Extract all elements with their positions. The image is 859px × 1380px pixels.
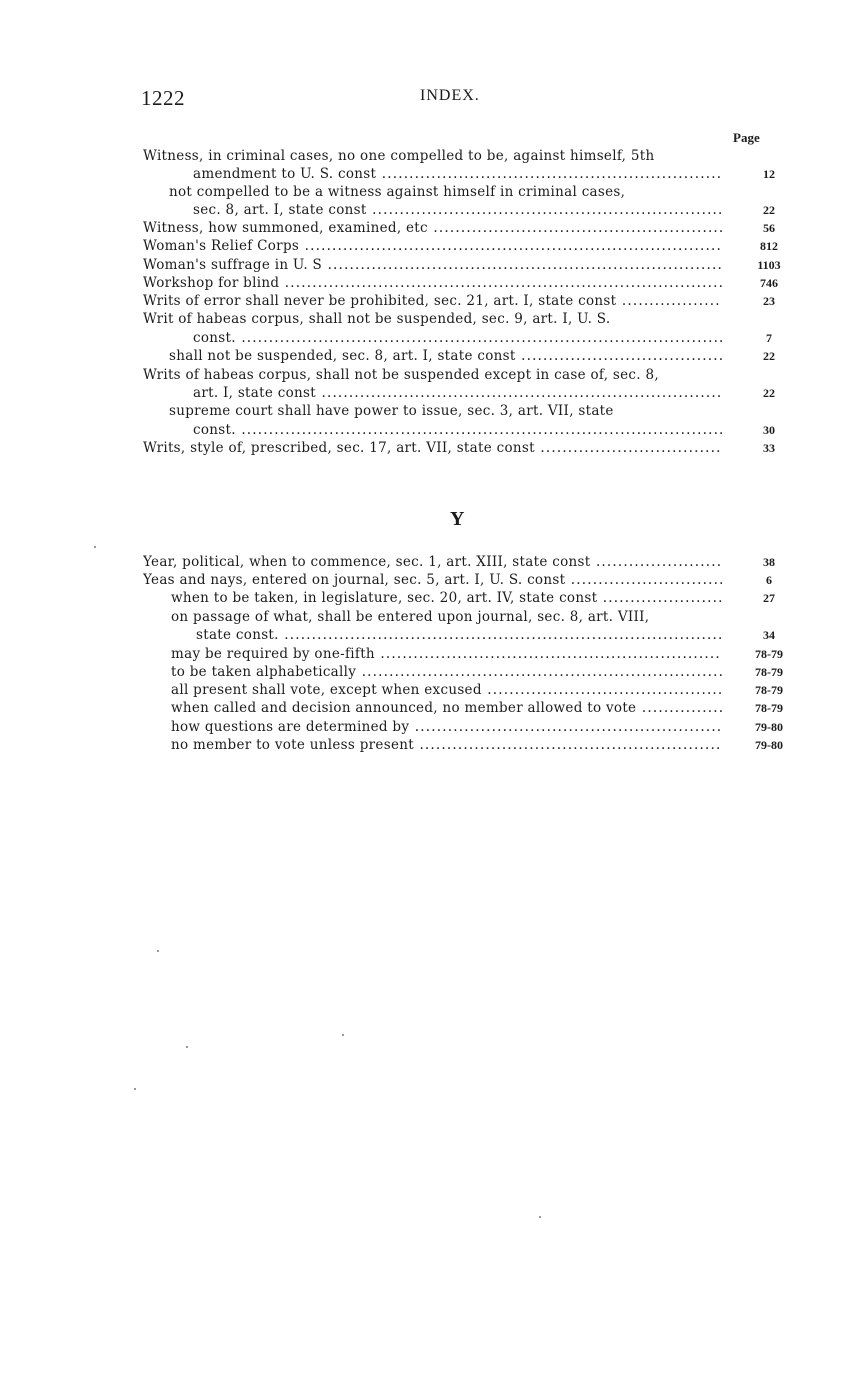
index-entry <box>0 626 859 644</box>
index-entry <box>0 608 859 626</box>
entry-page: 6 <box>766 573 772 587</box>
entry-text: to be taken alphabetically ..... <box>171 663 722 681</box>
page-title: INDEX. <box>420 87 480 104</box>
entry-text: art. I, state const ..... <box>193 384 722 402</box>
entry-page: 78-79 <box>755 647 783 661</box>
index-entry <box>0 292 859 310</box>
entry-page: 30 <box>763 423 775 437</box>
entry-page: 78-79 <box>755 683 783 697</box>
entry-text: all present shall vote, except when excused ..... <box>171 681 722 699</box>
entry-text: Woman's Relief Corps ..... <box>143 237 722 255</box>
index-entry <box>0 384 859 402</box>
entry-text: Woman's suffrage in U. S ..... <box>143 256 722 274</box>
entry-text: may be required by one-fifth ..... <box>171 645 722 663</box>
entry-text: on passage of what, shall be entered upon journal, sec. 8, art. VIII, <box>171 609 650 625</box>
index-entry <box>0 571 859 589</box>
entry-text: Writ of habeas corpus, shall not be suspended, sec. 9, art. I, U. S. <box>143 311 611 327</box>
index-entry <box>0 439 859 457</box>
entry-page: 33 <box>763 441 775 455</box>
entry-text: Workshop for blind ..... <box>143 274 722 292</box>
entry-page: 34 <box>763 628 775 642</box>
entry-page: 22 <box>763 349 775 363</box>
entry-text: no member to vote unless present ..... <box>171 736 722 754</box>
entry-text: shall not be suspended, sec. 8, art. I, state const ..... <box>169 347 722 365</box>
scan-speck <box>186 1046 188 1048</box>
index-entry <box>0 736 859 754</box>
entry-text: const. ..... <box>193 329 722 347</box>
index-entry <box>0 589 859 607</box>
scan-speck <box>539 1216 541 1218</box>
entry-text: Witness, how summoned, examined, etc ..... <box>143 219 722 237</box>
scan-speck <box>157 950 159 952</box>
scan-speck <box>134 1088 136 1090</box>
index-entry <box>0 219 859 237</box>
index-entry <box>0 421 859 439</box>
entry-text: amendment to U. S. const ..... <box>193 165 722 183</box>
entry-page: 1103 <box>757 258 781 272</box>
entry-page: 79-80 <box>755 720 783 734</box>
section-letter: Y <box>450 508 465 530</box>
entry-text: when called and decision announced, no member allowed to vote ..... <box>171 699 722 717</box>
index-entry <box>0 718 859 736</box>
entry-text: state const. ..... <box>196 626 722 644</box>
entry-page: 22 <box>763 386 775 400</box>
scan-speck <box>342 1034 344 1036</box>
index-entry <box>0 347 859 365</box>
index-entry <box>0 645 859 663</box>
entry-text: when to be taken, in legislature, sec. 20, art. IV, state const ..... <box>171 589 722 607</box>
index-entry <box>0 256 859 274</box>
entry-page: 38 <box>763 555 775 569</box>
index-entry <box>0 553 859 571</box>
index-entry <box>0 310 859 328</box>
index-entry <box>0 147 859 165</box>
index-entry <box>0 699 859 717</box>
index-entry <box>0 274 859 292</box>
entry-text: not compelled to be a witness against himself in criminal cases, <box>169 184 626 200</box>
entry-page: 23 <box>763 294 775 308</box>
entry-page: 22 <box>763 203 775 217</box>
index-entry <box>0 663 859 681</box>
entry-page: 79-80 <box>755 738 783 752</box>
entry-page: 78-79 <box>755 665 783 679</box>
entry-text: Yeas and nays, entered on journal, sec. 5, art. I, U. S. const ..... <box>143 571 722 589</box>
index-entry <box>0 201 859 219</box>
scan-speck <box>94 546 96 548</box>
index-entry <box>0 329 859 347</box>
entry-text: Writs of error shall never be prohibited, sec. 21, art. I, state const ..... <box>143 292 722 310</box>
entry-text: const. ..... <box>193 421 722 439</box>
entry-text: supreme court shall have power to issue, sec. 3, art. VII, state <box>169 403 614 419</box>
page-column-heading: Page <box>733 130 760 145</box>
entry-page: 7 <box>766 331 772 345</box>
page-number: 1222 <box>141 86 185 110</box>
entry-page: 78-79 <box>755 701 783 715</box>
entry-page: 746 <box>760 276 778 290</box>
entry-text: Witness, in criminal cases, no one compelled to be, against himself, 5th <box>143 148 655 164</box>
entry-text: Writs, style of, prescribed, sec. 17, art. VII, state const ..... <box>143 439 722 457</box>
entry-text: Year, political, when to commence, sec. 1, art. XIII, state const ..... <box>143 553 722 571</box>
entry-page: 27 <box>763 591 775 605</box>
entry-text: how questions are determined by ..... <box>171 718 722 736</box>
index-entry <box>0 366 859 384</box>
index-entry <box>0 165 859 183</box>
index-entry <box>0 183 859 201</box>
index-entry <box>0 402 859 420</box>
entry-page: 812 <box>760 239 778 253</box>
entry-text: sec. 8, art. I, state const ..... <box>193 201 722 219</box>
entry-page: 56 <box>763 221 775 235</box>
entry-page: 12 <box>763 167 775 181</box>
entry-text: Writs of habeas corpus, shall not be suspended except in case of, sec. 8, <box>143 367 659 383</box>
index-entry <box>0 237 859 255</box>
index-entry <box>0 681 859 699</box>
